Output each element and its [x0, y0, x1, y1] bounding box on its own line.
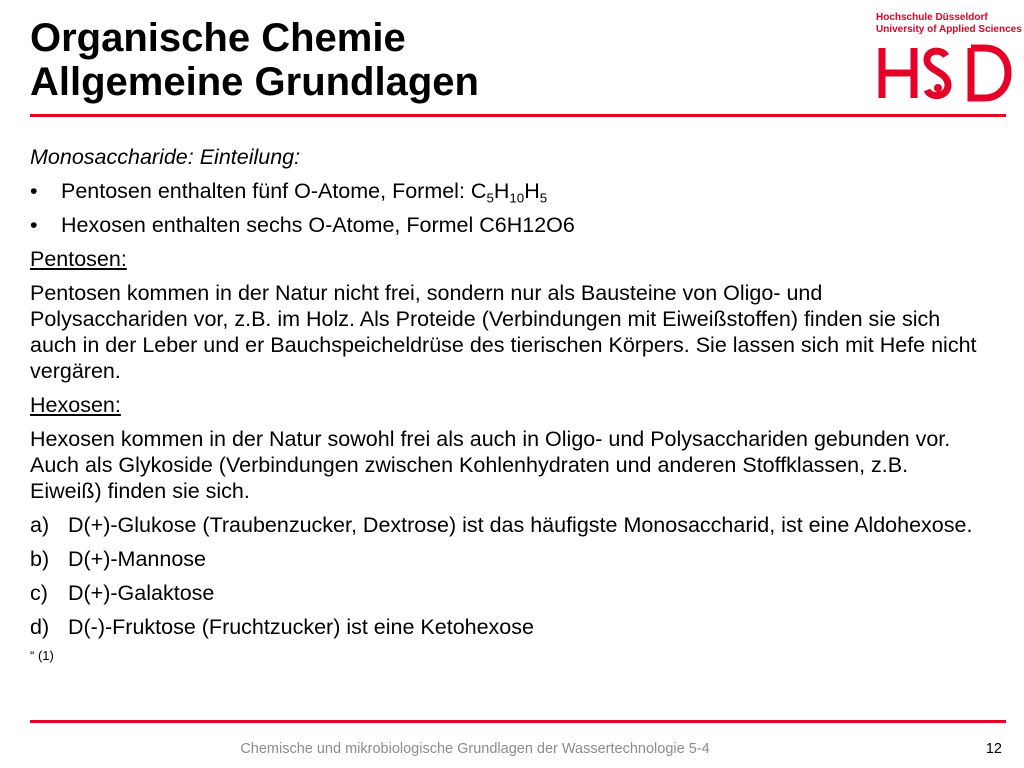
bullet-mark: • — [30, 213, 38, 237]
hexosen-heading: Hexosen: — [30, 393, 121, 417]
title-line-1: Organische Chemie — [30, 16, 406, 60]
bullet-pentosen-text: Pentosen enthalten fünf O-Atome, Formel: $C_5H_{10}H_5$ — [61, 179, 548, 206]
pentosen-heading: Pentosen: — [30, 247, 127, 271]
citation: “ (1) — [30, 648, 54, 663]
bullet-hexosen-text: Hexosen enthalten sechs O-Atome, Formel C6H12O6 — [61, 213, 575, 237]
list-item — [30, 614, 980, 640]
list-item — [30, 512, 980, 538]
hexosen-paragraph: Hexosen kommen in der Natur sowohl frei als auch in Oligo- und Polysacchariden gebunden vor. Auch als Glykoside (Verbindungen zwischen Kohlenhydraten und anderen Stoffklassen, z.B. Eiweiß) finden sie sich. — [30, 427, 951, 503]
university-logo — [876, 12, 1022, 92]
page-title — [30, 16, 479, 104]
bullet-pentosen — [30, 178, 980, 204]
list-item-mark: c) — [30, 581, 48, 605]
intro-heading: Monosaccharide: Einteilung: — [30, 145, 301, 169]
list-item-mark: d) — [30, 615, 50, 639]
footer-divider — [30, 720, 1006, 723]
logo-university-subtitle: University of Applied Sciences — [876, 24, 1022, 35]
slide-content — [30, 144, 980, 672]
bullet-mark: • — [30, 179, 38, 203]
footer-course-title: Chemische und mikrobiologische Grundlagen der Wassertechnologie 5-4 — [240, 741, 710, 757]
bullet-hexosen — [30, 212, 980, 238]
list-item-mark: a) — [30, 513, 50, 537]
title-line-2: Allgemeine Grundlagen — [30, 60, 479, 104]
list-item-text: D(+)-Galaktose — [68, 581, 215, 605]
list-item-text: D(-)-Fruktose (Fruchtzucker) ist eine Ketohexose — [68, 615, 534, 639]
pentosen-paragraph: Pentosen kommen in der Natur nicht frei, sondern nur als Bausteine von Oligo- und Polysacchariden vor, z.B. im Holz. Als Proteide (Verbindungen mit Eiweißstoffen) finden sie sich auch in der Leber und er Bauchspeicheldrüse des tierischen Körpers. Sie lassen sich mit Hefe nicht vergären. — [30, 281, 977, 383]
page-number: 12 — [985, 741, 1002, 757]
list-item — [30, 546, 980, 572]
list-item — [30, 580, 980, 606]
header-divider — [30, 114, 1006, 117]
list-item-text: D(+)-Glukose (Traubenzucker, Dextrose) ist das häufigste Monosaccharid, ist eine Aldohexose. — [68, 513, 973, 537]
hsd-logo-icon — [876, 44, 1012, 104]
logo-university-name: Hochschule Düsseldorf — [876, 12, 988, 23]
list-item-mark: b) — [30, 547, 50, 571]
list-item-text: D(+)-Mannose — [68, 547, 207, 571]
